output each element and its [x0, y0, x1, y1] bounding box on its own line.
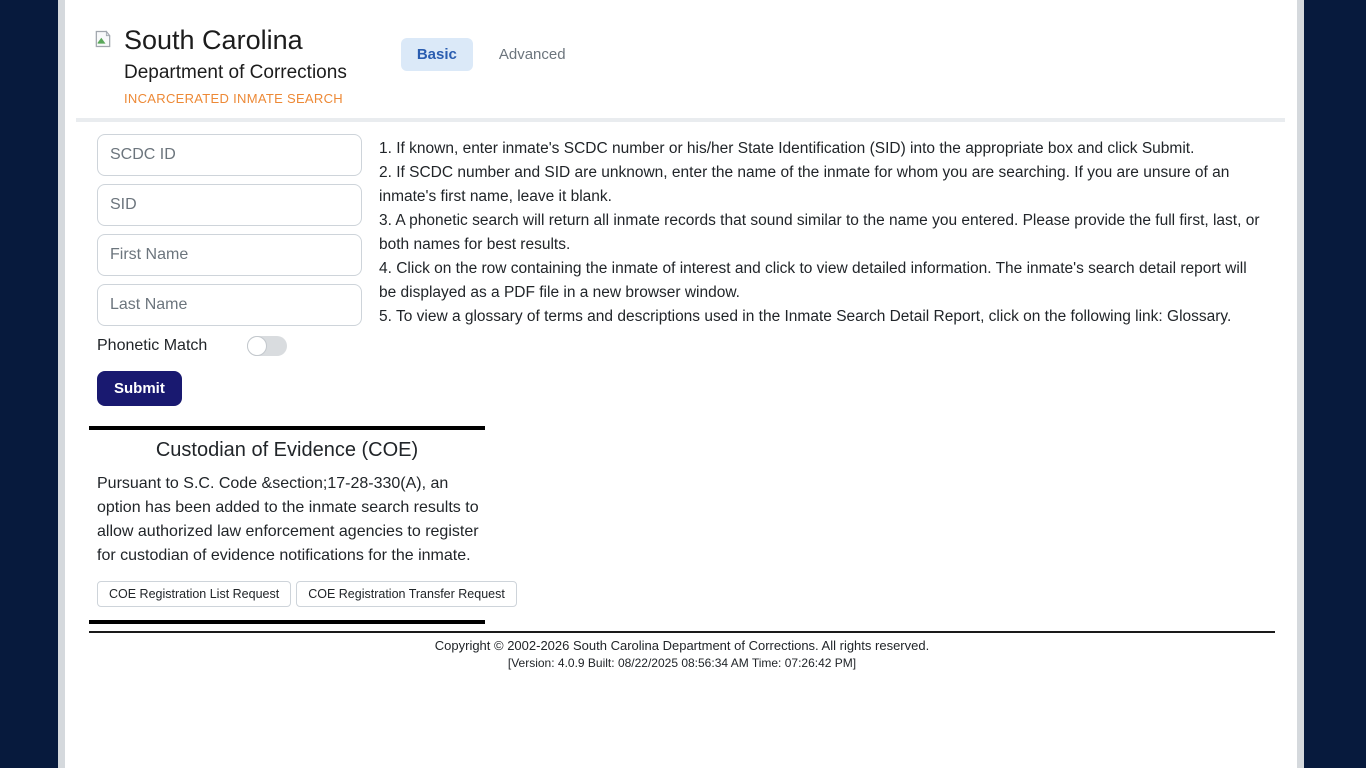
instruction-item: 2. If SCDC number and SID are unknown, enter the name of the inmate for whom you are searching. If you are unsure of an inmate's first name, leave it blank. — [379, 164, 1230, 205]
instructions-list — [362, 134, 1267, 406]
instruction-item: 3. A phonetic search will return all inmate records that sound similar to the name you entered. Please provide the full first, last, or both names for best results. — [379, 212, 1260, 253]
coe-section — [89, 426, 505, 624]
tab-basic[interactable]: Basic — [401, 38, 473, 71]
brand-block — [93, 25, 347, 106]
footer-version: [Version: 4.0.9 Built: 08/22/2025 08:56:34 AM Time: 07:26:42 PM] — [507, 656, 857, 670]
page-subtitle: Department of Corrections — [124, 62, 347, 83]
toggle-knob — [247, 336, 267, 356]
footer-copyright: Copyright © 2002-2026 South Carolina Department of Corrections. All rights reserved. — [434, 638, 930, 653]
coe-registration-list-request-button[interactable]: COE Registration List Request — [97, 581, 291, 607]
header — [65, 0, 1297, 106]
main-content — [65, 122, 1297, 406]
phonetic-match-row — [97, 336, 287, 356]
tab-advanced[interactable]: Advanced — [498, 46, 566, 63]
page-tagline: INCARCERATED INMATE SEARCH — [124, 91, 343, 106]
content-page — [58, 0, 1304, 768]
search-form — [97, 134, 362, 406]
scdc-id-input[interactable] — [97, 134, 362, 176]
instruction-item: 1. If known, enter inmate's SCDC number or his/her State Identification (SID) into the appropriate box and click Submit. — [379, 140, 1195, 157]
coe-description: Pursuant to S.C. Code &section;17-28-330(A), an option has been added to the inmate search results to allow authorized law enforcement agencies to register for custodian of evidence notifications for the inmate. — [97, 475, 479, 564]
broken-image-icon — [93, 29, 113, 49]
coe-title: Custodian of Evidence (COE) — [155, 439, 419, 461]
first-name-input[interactable] — [97, 234, 362, 276]
footer — [89, 631, 1275, 670]
coe-buttons-row — [89, 581, 505, 607]
instruction-item: 4. Click on the row containing the inmate of interest and click to view detailed information. The inmate's search detail report will be displayed as a PDF file in a new browser window. — [379, 260, 1247, 301]
page-title: South Carolina — [124, 25, 303, 55]
phonetic-match-label: Phonetic Match — [97, 337, 208, 354]
sid-input[interactable] — [97, 184, 362, 226]
search-mode-tabs — [401, 38, 582, 71]
instruction-item: 5. To view a glossary of terms and descriptions used in the Inmate Search Detail Report, click on the following link: Glossary. — [379, 308, 1232, 325]
coe-registration-transfer-request-button[interactable]: COE Registration Transfer Request — [296, 581, 517, 607]
last-name-input[interactable] — [97, 284, 362, 326]
phonetic-match-toggle[interactable] — [247, 336, 287, 356]
submit-button[interactable]: Submit — [97, 371, 182, 406]
